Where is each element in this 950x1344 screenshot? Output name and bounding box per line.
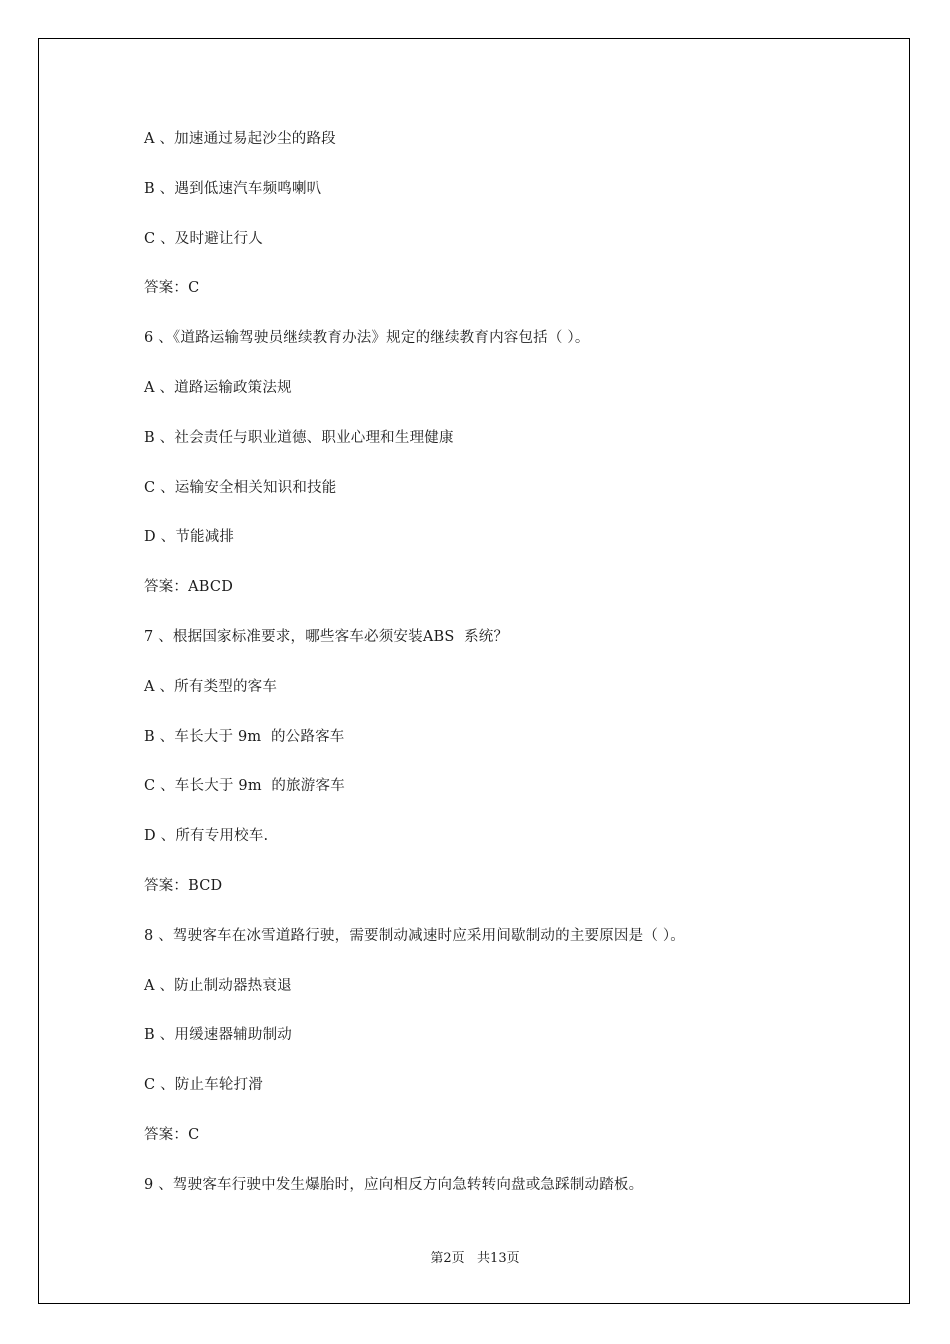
option-line: A 、所有类型的客车 [144,678,278,695]
document-body [144,126,864,1222]
option-line: B 、社会责任与职业道德、职业心理和生理健康 [144,429,454,446]
option-line: A 、防止制动器热衰退 [144,977,292,994]
option-line: D 、节能减排 [144,529,235,546]
question-line: 7 、根据国家标准要求，哪些客车必须安装ABS 系统？ [144,628,509,645]
option-line: B 、车长大于 9m 的公路客车 [144,728,345,745]
question-line: 9 、驾驶客车行驶中发生爆胎时，应向相反方向急转转向盘或急踩制动踏板。 [144,1176,644,1193]
option-line: A 、加速通过易起沙尘的路段 [144,131,336,147]
question-line: 8 、驾驶客车在冰雪道路行驶，需要制动减速时应采用间歇制动的主要原因是（ ）。 [144,927,685,944]
option-line: C 、防止车轮打滑 [144,1077,264,1094]
answer-line: 答案：C [144,280,200,297]
answer-line: 答案：C [144,1126,200,1143]
question-line: 6 、《道路运输驾驶员继续教育办法》规定的继续教育内容包括（ ）。 [144,330,590,347]
answer-line: 答案：ABCD [144,579,234,596]
option-line: B 、遇到低速汽车频鸣喇叭 [144,180,322,197]
page-footer: 第2页 共13页 [430,1251,520,1266]
option-line: A 、道路运输政策法规 [144,379,292,396]
option-line: C 、运输安全相关知识和技能 [144,479,337,496]
option-line: C 、及时避让行人 [144,230,264,247]
option-line: B 、用缓速器辅助制动 [144,1027,292,1044]
answer-line: 答案：BCD [144,877,223,894]
option-line: D 、所有专用校车. [144,828,269,845]
option-line: C 、车长大于 9m 的旅游客车 [144,778,345,795]
